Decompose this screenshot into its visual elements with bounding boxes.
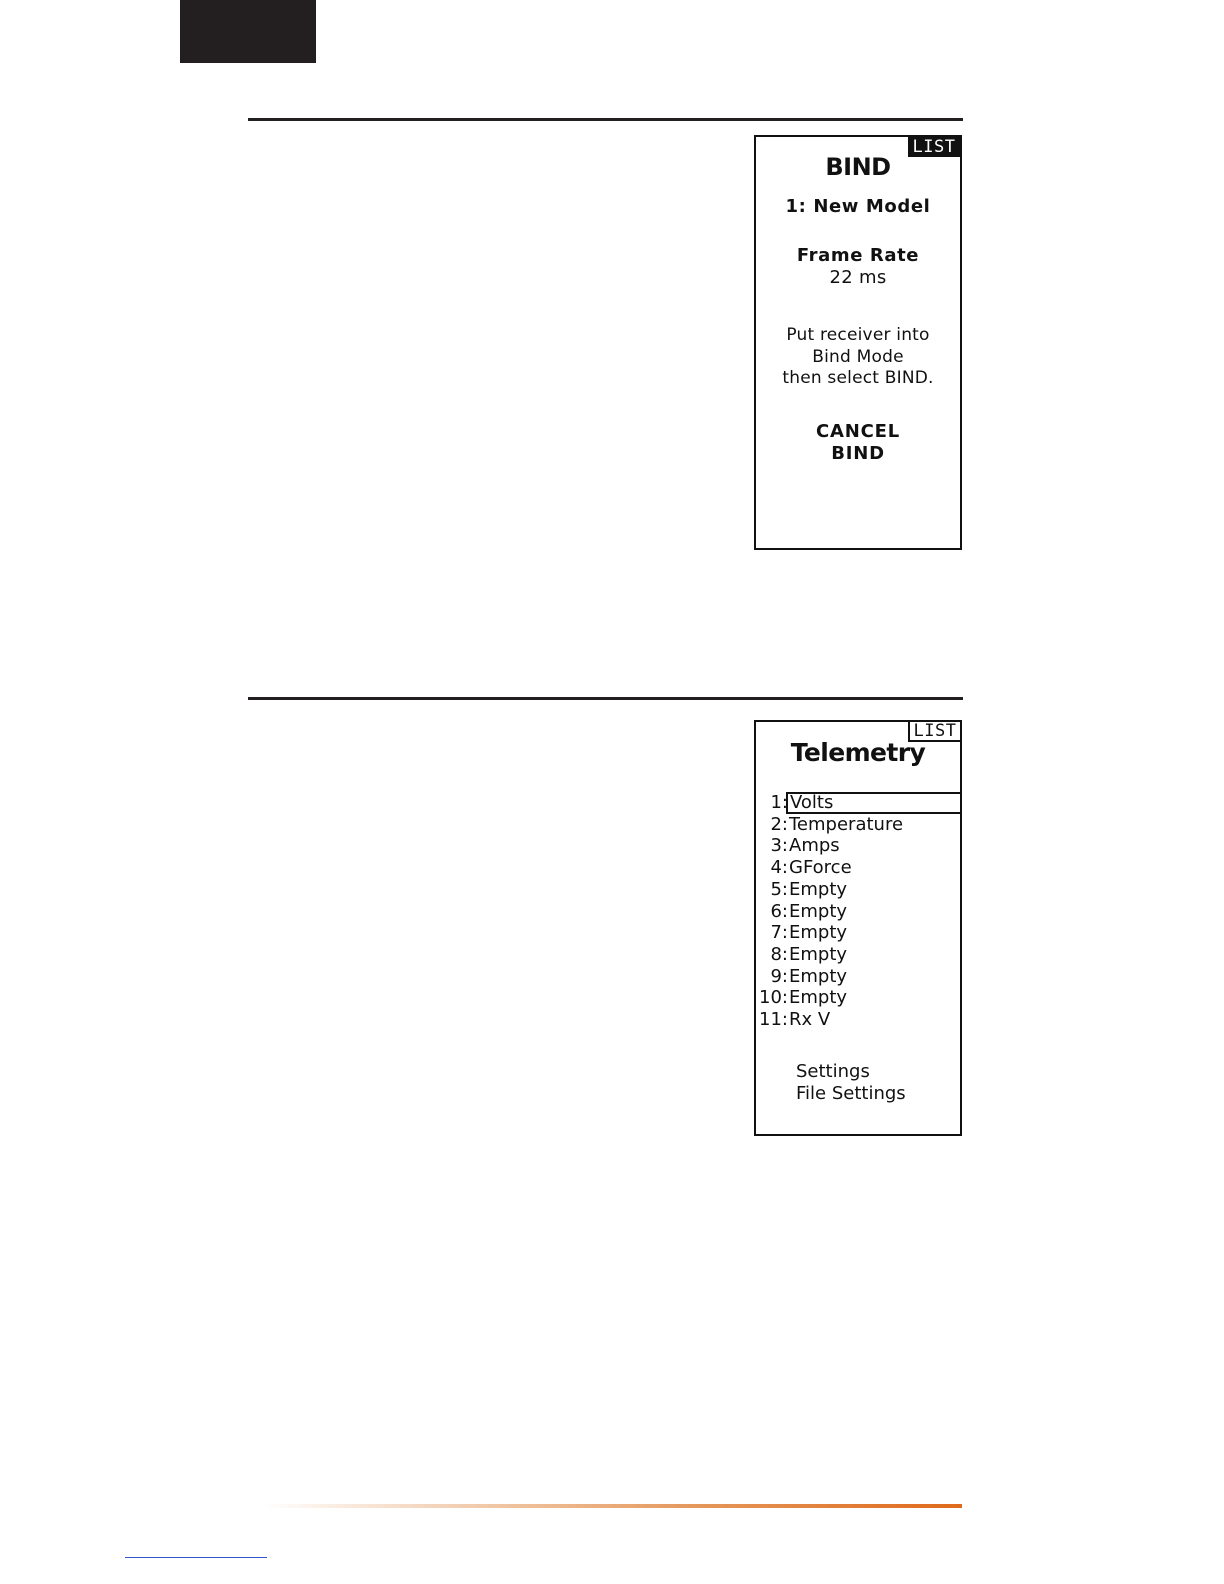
- bind-button[interactable]: BIND: [831, 443, 885, 464]
- file-settings-menu-item[interactable]: File Settings: [796, 1083, 906, 1104]
- slot-number: 8:: [770, 943, 788, 965]
- slot-sensor-name: Rx V: [789, 1009, 831, 1030]
- slot-sensor-name: Empty: [789, 900, 848, 922]
- telemetry-slot-item[interactable]: [756, 987, 960, 1009]
- slot-sensor-name: Empty: [789, 943, 848, 965]
- slot-sensor-name: Temperature: [789, 813, 904, 835]
- slot-number: 10:: [759, 987, 788, 1009]
- instruction-line: Put receiver into: [786, 325, 930, 345]
- footer-link-underline: [125, 1557, 267, 1558]
- telemetry-screen: [754, 720, 962, 1136]
- instruction-line: then select BIND.: [782, 368, 934, 388]
- slot-number: 11:: [759, 1009, 788, 1030]
- model-name: 1: New Model: [785, 196, 931, 217]
- instruction-line: Bind Mode: [812, 346, 904, 367]
- settings-menu-item[interactable]: Settings: [796, 1061, 870, 1082]
- telemetry-slot-item[interactable]: [756, 901, 960, 923]
- slot-sensor-name: Empty: [789, 987, 848, 1009]
- slot-number: 6:: [770, 900, 788, 922]
- slot-sensor-name: Amps: [789, 835, 840, 857]
- slot-sensor-name: Empty: [789, 878, 848, 900]
- chapter-tab: [180, 0, 316, 63]
- section-divider-middle: [248, 697, 963, 700]
- telemetry-slot-item[interactable]: [756, 857, 960, 879]
- slot-number: 5:: [770, 878, 788, 900]
- slot-number: 1:: [770, 792, 788, 813]
- slot-sensor-name: Empty: [789, 922, 848, 944]
- screen-title: BIND: [825, 153, 891, 181]
- telemetry-slot-item[interactable]: [756, 944, 960, 966]
- list-button[interactable]: LIST: [908, 137, 960, 157]
- bind-instructions: [756, 325, 960, 390]
- list-button[interactable]: LIST: [908, 722, 960, 742]
- telemetry-slot-item[interactable]: [756, 922, 960, 944]
- telemetry-slot-item[interactable]: [756, 792, 960, 814]
- footer-gradient-rule: [262, 1504, 962, 1508]
- bind-screen: [754, 135, 962, 550]
- telemetry-slot-item[interactable]: [756, 879, 960, 901]
- slot-number: 7:: [770, 922, 788, 944]
- slot-number: 3:: [770, 835, 788, 857]
- section-divider-top: [248, 118, 963, 121]
- slot-sensor-name: Empty: [789, 965, 848, 987]
- frame-rate-label: Frame Rate: [796, 245, 920, 266]
- slot-number: 4:: [770, 857, 788, 879]
- slot-number: 9:: [770, 965, 788, 987]
- telemetry-slot-item[interactable]: [756, 966, 960, 988]
- slot-sensor-name: Volts: [786, 792, 962, 814]
- telemetry-slot-item[interactable]: [756, 1009, 960, 1031]
- slot-number: 2:: [770, 813, 788, 835]
- telemetry-slot-item[interactable]: [756, 814, 960, 836]
- screen-title: Telemetry: [790, 738, 926, 767]
- slot-sensor-name: GForce: [789, 857, 852, 879]
- telemetry-slot-item[interactable]: [756, 835, 960, 857]
- frame-rate-value[interactable]: 22 ms: [829, 267, 887, 288]
- cancel-button[interactable]: CANCEL: [816, 421, 900, 442]
